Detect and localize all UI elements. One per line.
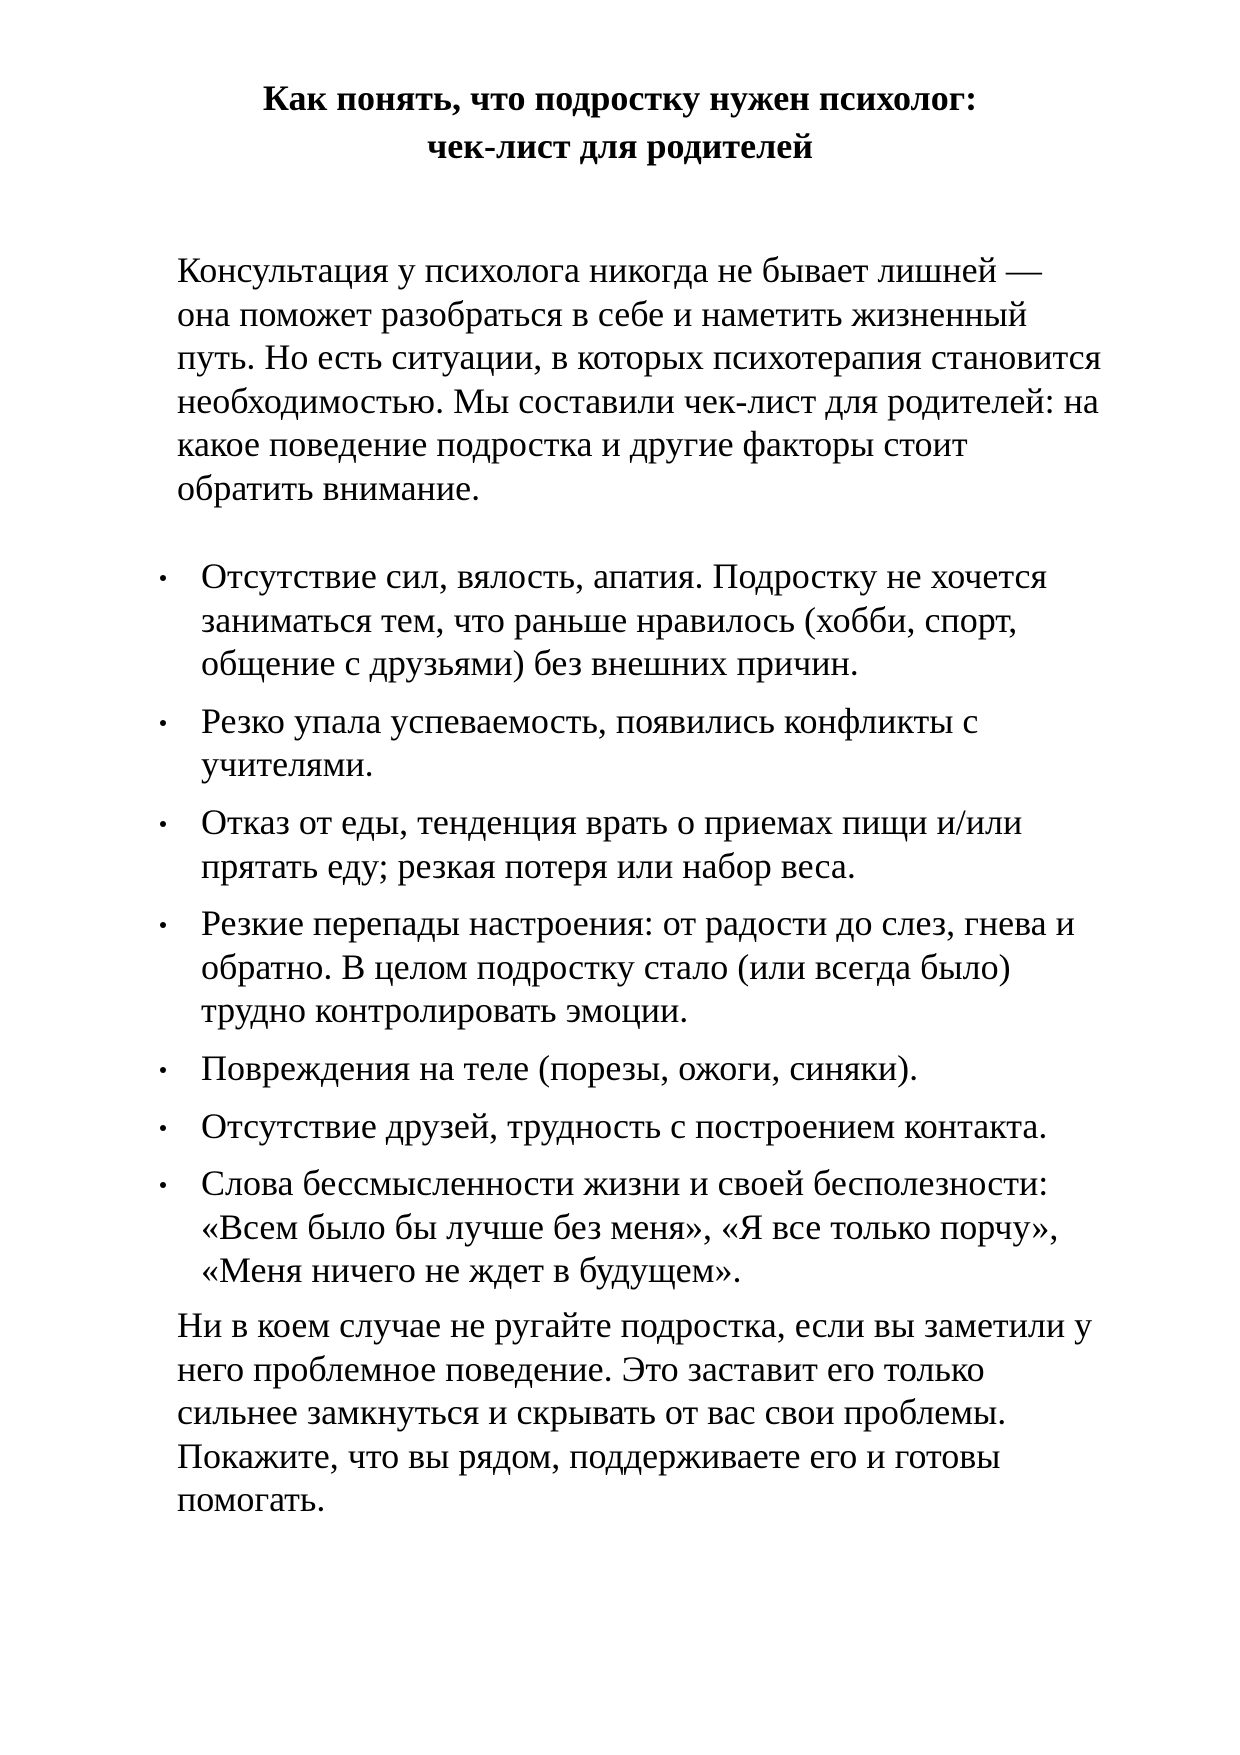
intro-line: Консультация у психолога никогда не бывает лишней —: [177, 250, 1042, 290]
closing-line: Ни в коем случае не ругайте подростка, если вы заметили у: [177, 1305, 1093, 1345]
bullet-icon: [160, 821, 166, 827]
checklist-item-line: Резкие перепады настроения: от радости до слез, гнева и: [201, 903, 1075, 944]
checklist-item: [0, 902, 1240, 1033]
intro-line: она поможет разобраться в себе и наметить жизненный: [177, 293, 1028, 334]
checklist-item-line: «Всем было бы лучше без меня», «Я все только порчу»,: [201, 1206, 1059, 1247]
checklist-item: [0, 700, 1240, 787]
checklist-item-line: заниматься тем, что раньше нравилось (хобби, спорт,: [201, 599, 1018, 640]
bullet-icon: [160, 575, 166, 581]
bullet-icon: [160, 720, 166, 726]
checklist-item: [0, 555, 1240, 686]
checklist-item-line: общение с друзьями) без внешних причин.: [201, 643, 859, 684]
checklist-item-line: обратно. В целом подростку стало (или всегда было): [201, 946, 1011, 987]
intro-paragraph: [177, 249, 1177, 511]
checklist-item-line: Повреждения на теле (порезы, ожоги, синяки).: [201, 1047, 919, 1088]
intro-line: какое поведение подростка и другие факторы стоит: [177, 424, 968, 465]
checklist-item: [0, 801, 1240, 888]
checklist-item-line: «Меня ничего не ждет в будущем».: [201, 1250, 742, 1291]
intro-line: путь. Но есть ситуации, в которых психотерапия становится: [177, 337, 1102, 378]
checklist-item: [0, 1105, 1240, 1149]
checklist-item-line: Резко упала успеваемость, появились конфликты с: [201, 700, 979, 741]
checklist-item-line: трудно контролировать эмоции.: [201, 990, 689, 1031]
checklist-item-line: Отсутствие сил, вялость, апатия. Подростку не хочется: [201, 556, 1048, 596]
bullet-icon: [160, 922, 166, 928]
bullet-icon: [160, 1182, 166, 1188]
checklist-item-line: Отсутствие друзей, трудность с построением контакта.: [201, 1105, 1048, 1146]
checklist: [0, 555, 1240, 1307]
checklist-item: [0, 1162, 1240, 1293]
closing-line: Покажите, что вы рядом, поддерживаете его и готовы: [177, 1435, 1001, 1476]
checklist-item: [0, 1047, 1240, 1091]
closing-paragraph: [177, 1304, 1177, 1522]
checklist-item-line: учителями.: [201, 744, 374, 785]
checklist-item-line: Отказ от еды, тенденция врать о приемах пищи и/или: [201, 801, 1023, 842]
bullet-icon: [160, 1125, 166, 1131]
document-title: [120, 74, 1120, 170]
title-line: Как понять, что подростку нужен психолог:: [262, 78, 978, 118]
checklist-item-line: прятать еду; резкая потеря или набор веса.: [201, 845, 856, 886]
intro-line: обратить внимание.: [177, 467, 481, 508]
bullet-icon: [160, 1067, 166, 1073]
closing-line: него проблемное поведение. Это заставит его только: [177, 1348, 985, 1389]
checklist-item-line: Слова бессмысленности жизни и своей бесполезности:: [201, 1163, 1049, 1204]
closing-line: помогать.: [177, 1479, 326, 1520]
closing-line: сильнее замкнуться и скрывать от вас свои проблемы.: [177, 1392, 1007, 1433]
title-line: чек-лист для родителей: [426, 126, 813, 166]
intro-line: необходимостью. Мы составили чек-лист для родителей: на: [177, 380, 1099, 421]
